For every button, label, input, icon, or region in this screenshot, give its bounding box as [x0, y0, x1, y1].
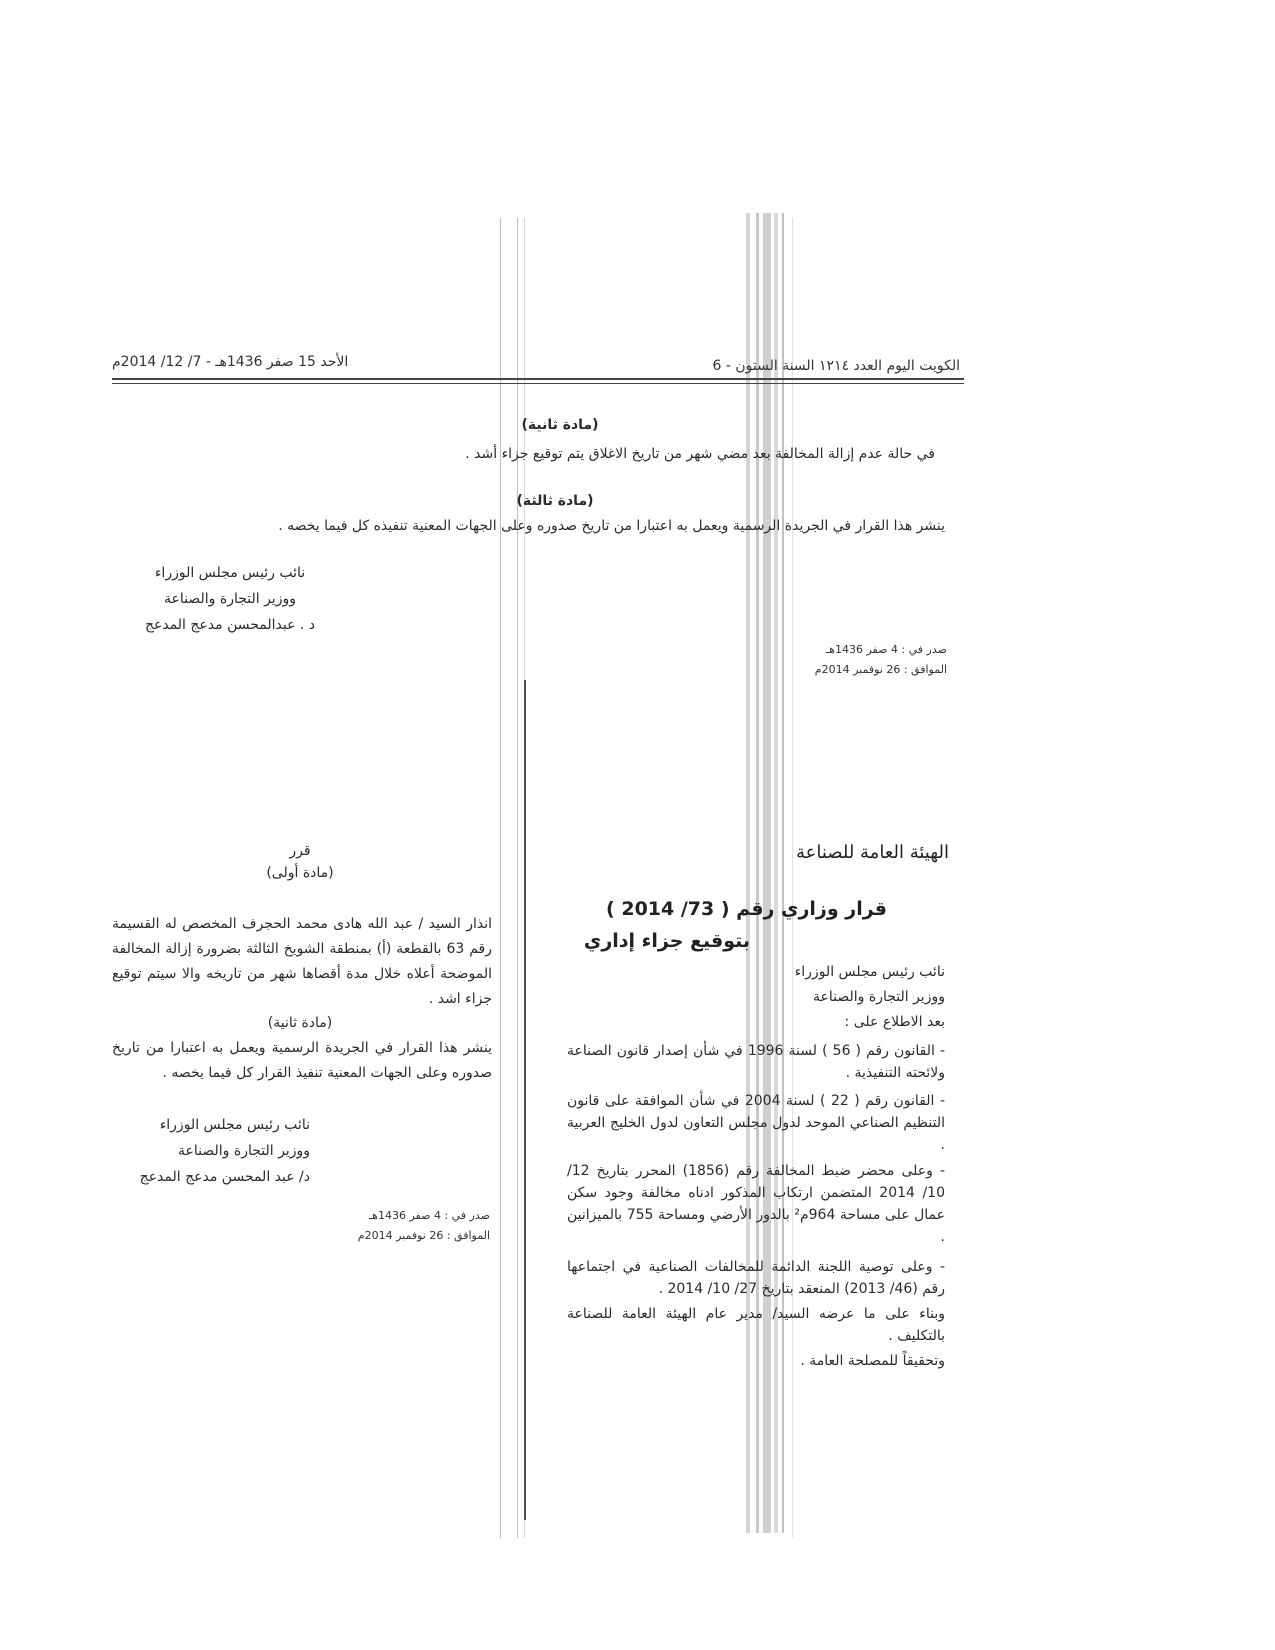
issued-line: الموافق : 26 نوفمبر 2014م [814, 663, 947, 676]
header-rule-bottom [112, 383, 964, 384]
decision-word: قرر [289, 843, 311, 859]
header-rule-top [112, 378, 964, 380]
scan-dark-line [524, 680, 526, 1520]
top-issue-date [797, 640, 947, 680]
preamble-paragraph: وتحقيقاً للمصلحة العامة . [800, 1353, 945, 1369]
signature-line: ووزير التجارة والصناعة [164, 591, 296, 607]
preamble-paragraph: - وعلى محضر ضبط المخالفة رقم (1856) المحرر بتاريخ 12/ 10/ 2014 المتضمن ارتكاب المذكور ادناه مخالفة وجود سكن عمال على مساحة 964م² بالدور الأرضي ومساحة 755 بالميزانين . [567, 1163, 946, 1245]
issued-line: صدر في : 4 صفر 1436هـ [368, 1209, 490, 1222]
left-article-2-text: ينشر هذا القرار في الجريدة الرسمية ويعمل به اعتبارا من تاريخ صدوره وعلى الجهات المعنية تنفيذ القرار كل فيما يخصه . [112, 1040, 492, 1081]
left-issue-date [330, 1206, 490, 1246]
intro-line: نائب رئيس مجلس الوزراء [794, 964, 945, 980]
header-date: الأحد 15 صفر 1436هـ - 7/ 12/ 2014م [112, 354, 349, 370]
preamble-paragraph: - وعلى توصية اللجنة الدائمة للمخالفات الصناعية في اجتماعها رقم (46/ 2013) المنعقد بتاريخ 27/ 10/ 2014 . [567, 1259, 945, 1297]
authority-name: الهيئة العامة للصناعة [795, 842, 949, 863]
issued-line: صدر في : 4 صفر 1436هـ [825, 643, 947, 656]
header-issue-info: الكويت اليوم العدد ١٢١٤ السنة الستون - 6 [712, 358, 960, 374]
signature-line: نائب رئيس مجلس الوزراء [154, 565, 306, 581]
intro-line: بعد الاطلاع على : [844, 1014, 945, 1030]
top-signature-block [130, 560, 330, 638]
signature-line: د . عبدالمحسن مدعج المدعج [144, 617, 316, 633]
article-3-text: ينشر هذا القرار في الجريدة الرسمية ويعمل به اعتبارا من تاريخ صدوره وعلى الجهات المعنية تنفيذه كل فيما يخصه . [278, 518, 945, 534]
article-2-text: في حالة عدم إزالة المخالفة بعد مضي شهر من تاريخ الاغلاق يتم توقيع جزاء أشد . [465, 446, 935, 462]
decree-subtitle: بتوقيع جزاء إداري [583, 930, 750, 952]
left-article-1-heading: (مادة أولى) [266, 865, 334, 881]
left-article-1-text: انذار السيد / عبد الله هادى محمد الحجرف المخصص له القسيمة رقم 63 بالقطعة (أ) بمنطقة الشويخ الثالثة بضرورة إزالة المخالفة الموضحة أعلاه خلال مدة أقصاها شهر من تاريخه والا سيتم توقيع جزاء اشد . [112, 916, 492, 1007]
preamble-paragraph: - القانون رقم ( 22 ) لسنة 2004 في شأن الموافقة على قانون التنظيم الصناعي الموحد لدول مجلس التعاون لدول الخليج العربية . [567, 1093, 945, 1153]
left-signature-block [110, 1112, 310, 1190]
signature-line: ووزير التجارة والصناعة [178, 1143, 310, 1159]
issued-line: الموافق : 26 نوفمبر 2014م [357, 1229, 490, 1242]
article-3-heading: (مادة ثالثة) [516, 493, 594, 509]
decree-intro [565, 960, 945, 1035]
left-article-2-heading: (مادة ثانية) [267, 1015, 333, 1031]
preamble-paragraph: وبناء على ما عرضه السيد/ مدير عام الهيئة العامة للصناعة بالتكليف . [567, 1306, 945, 1344]
signature-line: نائب رئيس مجلس الوزراء [159, 1117, 310, 1133]
intro-line: ووزير التجارة والصناعة [813, 989, 945, 1005]
decree-title: قرار وزاري رقم ( 73/ 2014 ) [606, 898, 887, 920]
signature-line: د/ عبد المحسن مدعج المدعج [139, 1169, 310, 1185]
article-2-heading: (مادة ثانية) [521, 417, 599, 433]
preamble-paragraph: - القانون رقم ( 56 ) لسنة 1996 في شأن إصدار قانون الصناعة ولائحته التنفيذية . [567, 1043, 945, 1081]
